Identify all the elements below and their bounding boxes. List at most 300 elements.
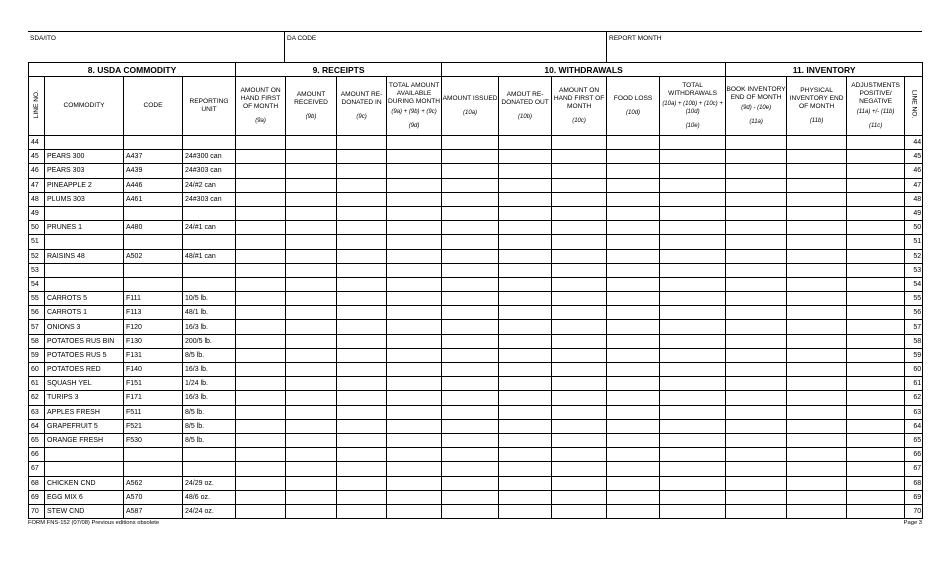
sda-ito-field[interactable] <box>28 32 285 63</box>
unit-cell[interactable]: 10/5 lb. <box>183 292 236 306</box>
amount-cell-11b[interactable] <box>787 235 847 249</box>
code-cell[interactable]: F171 <box>124 391 183 405</box>
code-cell[interactable]: A461 <box>124 192 183 206</box>
amount-cell-10e[interactable] <box>660 320 726 334</box>
amount-cell-9d[interactable] <box>387 490 442 504</box>
amount-cell-11c[interactable] <box>847 405 905 419</box>
amount-cell-11a[interactable] <box>726 292 787 306</box>
amount-cell-11b[interactable] <box>787 419 847 433</box>
code-cell[interactable]: F140 <box>124 363 183 377</box>
amount-cell-10a[interactable] <box>442 136 499 150</box>
amount-cell-10d[interactable] <box>607 433 660 447</box>
unit-cell[interactable] <box>183 277 236 291</box>
amount-cell-9b[interactable] <box>286 235 337 249</box>
amount-cell-10e[interactable] <box>660 405 726 419</box>
amount-cell-9a[interactable] <box>236 263 286 277</box>
amount-cell-10a[interactable] <box>442 377 499 391</box>
commodity-cell[interactable]: POTATOES RUS BIN <box>45 334 124 348</box>
amount-cell-11c[interactable] <box>847 306 905 320</box>
amount-cell-11b[interactable] <box>787 136 847 150</box>
amount-cell-10c[interactable] <box>552 448 607 462</box>
amount-cell-11c[interactable] <box>847 334 905 348</box>
amount-cell-9b[interactable] <box>286 306 337 320</box>
amount-cell-9d[interactable] <box>387 150 442 164</box>
amount-cell-9b[interactable] <box>286 178 337 192</box>
amount-cell-10b[interactable] <box>499 306 552 320</box>
amount-cell-10e[interactable] <box>660 334 726 348</box>
amount-cell-10a[interactable] <box>442 334 499 348</box>
amount-cell-11a[interactable] <box>726 405 787 419</box>
amount-cell-11a[interactable] <box>726 150 787 164</box>
amount-cell-9a[interactable] <box>236 292 286 306</box>
amount-cell-9b[interactable] <box>286 419 337 433</box>
commodity-cell[interactable] <box>45 448 124 462</box>
amount-cell-9b[interactable] <box>286 377 337 391</box>
amount-cell-10e[interactable] <box>660 391 726 405</box>
amount-cell-11c[interactable] <box>847 391 905 405</box>
amount-cell-11c[interactable] <box>847 235 905 249</box>
code-cell[interactable] <box>124 277 183 291</box>
code-cell[interactable]: A562 <box>124 476 183 490</box>
amount-cell-9b[interactable] <box>286 206 337 220</box>
amount-cell-11c[interactable] <box>847 206 905 220</box>
amount-cell-9b[interactable] <box>286 363 337 377</box>
amount-cell-11c[interactable] <box>847 221 905 235</box>
amount-cell-9c[interactable] <box>337 462 387 476</box>
code-cell[interactable] <box>124 235 183 249</box>
amount-cell-10a[interactable] <box>442 164 499 178</box>
amount-cell-10e[interactable] <box>660 490 726 504</box>
amount-cell-10b[interactable] <box>499 292 552 306</box>
amount-cell-11a[interactable] <box>726 235 787 249</box>
amount-cell-10c[interactable] <box>552 419 607 433</box>
amount-cell-11a[interactable] <box>726 363 787 377</box>
amount-cell-9c[interactable] <box>337 164 387 178</box>
amount-cell-9b[interactable] <box>286 164 337 178</box>
amount-cell-9d[interactable] <box>387 448 442 462</box>
amount-cell-10b[interactable] <box>499 348 552 362</box>
unit-cell[interactable]: 8/5 lb. <box>183 405 236 419</box>
amount-cell-10a[interactable] <box>442 150 499 164</box>
unit-cell[interactable] <box>183 263 236 277</box>
amount-cell-10d[interactable] <box>607 490 660 504</box>
amount-cell-10d[interactable] <box>607 448 660 462</box>
amount-cell-9b[interactable] <box>286 277 337 291</box>
amount-cell-10e[interactable] <box>660 192 726 206</box>
amount-cell-10b[interactable] <box>499 221 552 235</box>
amount-cell-10d[interactable] <box>607 164 660 178</box>
amount-cell-10c[interactable] <box>552 292 607 306</box>
commodity-cell[interactable] <box>45 136 124 150</box>
amount-cell-9c[interactable] <box>337 405 387 419</box>
amount-cell-11c[interactable] <box>847 178 905 192</box>
amount-cell-11a[interactable] <box>726 249 787 263</box>
amount-cell-9a[interactable] <box>236 419 286 433</box>
amount-cell-11a[interactable] <box>726 164 787 178</box>
amount-cell-11b[interactable] <box>787 249 847 263</box>
amount-cell-10a[interactable] <box>442 306 499 320</box>
amount-cell-11b[interactable] <box>787 476 847 490</box>
amount-cell-11b[interactable] <box>787 391 847 405</box>
unit-cell[interactable]: 16/3 lb. <box>183 363 236 377</box>
code-cell[interactable]: A480 <box>124 221 183 235</box>
amount-cell-9a[interactable] <box>236 405 286 419</box>
code-cell[interactable]: F111 <box>124 292 183 306</box>
amount-cell-11c[interactable] <box>847 150 905 164</box>
amount-cell-9c[interactable] <box>337 235 387 249</box>
amount-cell-9a[interactable] <box>236 490 286 504</box>
amount-cell-9a[interactable] <box>236 504 286 518</box>
amount-cell-10b[interactable] <box>499 504 552 518</box>
amount-cell-9a[interactable] <box>236 448 286 462</box>
amount-cell-10c[interactable] <box>552 277 607 291</box>
amount-cell-9a[interactable] <box>236 178 286 192</box>
amount-cell-10c[interactable] <box>552 391 607 405</box>
commodity-cell[interactable]: PEARS 303 <box>45 164 124 178</box>
amount-cell-10d[interactable] <box>607 192 660 206</box>
amount-cell-9a[interactable] <box>236 150 286 164</box>
amount-cell-11b[interactable] <box>787 462 847 476</box>
amount-cell-10b[interactable] <box>499 448 552 462</box>
amount-cell-10c[interactable] <box>552 178 607 192</box>
amount-cell-9c[interactable] <box>337 150 387 164</box>
amount-cell-10b[interactable] <box>499 462 552 476</box>
commodity-cell[interactable]: PLUMS 303 <box>45 192 124 206</box>
amount-cell-10a[interactable] <box>442 206 499 220</box>
amount-cell-10d[interactable] <box>607 235 660 249</box>
amount-cell-10c[interactable] <box>552 504 607 518</box>
amount-cell-10a[interactable] <box>442 263 499 277</box>
amount-cell-10a[interactable] <box>442 419 499 433</box>
amount-cell-10c[interactable] <box>552 150 607 164</box>
amount-cell-10b[interactable] <box>499 192 552 206</box>
amount-cell-10d[interactable] <box>607 320 660 334</box>
amount-cell-10e[interactable] <box>660 476 726 490</box>
amount-cell-10d[interactable] <box>607 178 660 192</box>
amount-cell-11c[interactable] <box>847 490 905 504</box>
amount-cell-11b[interactable] <box>787 448 847 462</box>
report-month-field[interactable] <box>607 32 922 63</box>
commodity-cell[interactable]: SQUASH YEL <box>45 377 124 391</box>
amount-cell-10b[interactable] <box>499 263 552 277</box>
amount-cell-9a[interactable] <box>236 320 286 334</box>
amount-cell-9a[interactable] <box>236 377 286 391</box>
amount-cell-10b[interactable] <box>499 391 552 405</box>
amount-cell-10e[interactable] <box>660 164 726 178</box>
amount-cell-9c[interactable] <box>337 136 387 150</box>
amount-cell-11a[interactable] <box>726 192 787 206</box>
amount-cell-10e[interactable] <box>660 433 726 447</box>
amount-cell-9c[interactable] <box>337 363 387 377</box>
commodity-cell[interactable]: RAISINS 48 <box>45 249 124 263</box>
amount-cell-9c[interactable] <box>337 391 387 405</box>
code-cell[interactable]: F151 <box>124 377 183 391</box>
amount-cell-10c[interactable] <box>552 136 607 150</box>
amount-cell-10b[interactable] <box>499 433 552 447</box>
amount-cell-9a[interactable] <box>236 306 286 320</box>
amount-cell-10e[interactable] <box>660 249 726 263</box>
amount-cell-11c[interactable] <box>847 462 905 476</box>
amount-cell-11a[interactable] <box>726 490 787 504</box>
amount-cell-10c[interactable] <box>552 320 607 334</box>
amount-cell-11c[interactable] <box>847 192 905 206</box>
amount-cell-11c[interactable] <box>847 433 905 447</box>
unit-cell[interactable] <box>183 235 236 249</box>
amount-cell-9a[interactable] <box>236 235 286 249</box>
amount-cell-10b[interactable] <box>499 363 552 377</box>
amount-cell-10d[interactable] <box>607 504 660 518</box>
amount-cell-10b[interactable] <box>499 136 552 150</box>
unit-cell[interactable]: 1/24 lb. <box>183 377 236 391</box>
commodity-cell[interactable]: ONIONS 3 <box>45 320 124 334</box>
amount-cell-11c[interactable] <box>847 377 905 391</box>
unit-cell[interactable]: 16/3 lb. <box>183 391 236 405</box>
amount-cell-11c[interactable] <box>847 504 905 518</box>
amount-cell-10c[interactable] <box>552 348 607 362</box>
unit-cell[interactable] <box>183 448 236 462</box>
amount-cell-9a[interactable] <box>236 348 286 362</box>
amount-cell-9c[interactable] <box>337 306 387 320</box>
amount-cell-10c[interactable] <box>552 490 607 504</box>
amount-cell-10a[interactable] <box>442 504 499 518</box>
commodity-cell[interactable]: PEARS 300 <box>45 150 124 164</box>
amount-cell-10b[interactable] <box>499 490 552 504</box>
amount-cell-10c[interactable] <box>552 363 607 377</box>
amount-cell-9b[interactable] <box>286 136 337 150</box>
amount-cell-11c[interactable] <box>847 292 905 306</box>
amount-cell-11c[interactable] <box>847 277 905 291</box>
amount-cell-10e[interactable] <box>660 221 726 235</box>
unit-cell[interactable]: 24#300 can <box>183 150 236 164</box>
amount-cell-9d[interactable] <box>387 221 442 235</box>
amount-cell-9b[interactable] <box>286 448 337 462</box>
amount-cell-10e[interactable] <box>660 277 726 291</box>
amount-cell-10e[interactable] <box>660 377 726 391</box>
commodity-cell[interactable]: STEW CND <box>45 504 124 518</box>
amount-cell-9d[interactable] <box>387 462 442 476</box>
amount-cell-11a[interactable] <box>726 334 787 348</box>
unit-cell[interactable]: 24/29 oz. <box>183 476 236 490</box>
amount-cell-11b[interactable] <box>787 490 847 504</box>
unit-cell[interactable]: 24/#1 can <box>183 221 236 235</box>
amount-cell-9b[interactable] <box>286 405 337 419</box>
amount-cell-11c[interactable] <box>847 263 905 277</box>
amount-cell-10b[interactable] <box>499 277 552 291</box>
amount-cell-11a[interactable] <box>726 504 787 518</box>
amount-cell-9c[interactable] <box>337 476 387 490</box>
amount-cell-10d[interactable] <box>607 292 660 306</box>
unit-cell[interactable] <box>183 136 236 150</box>
amount-cell-11a[interactable] <box>726 419 787 433</box>
amount-cell-10c[interactable] <box>552 462 607 476</box>
amount-cell-11a[interactable] <box>726 206 787 220</box>
amount-cell-11b[interactable] <box>787 206 847 220</box>
amount-cell-11a[interactable] <box>726 263 787 277</box>
unit-cell[interactable]: 16/3 lb. <box>183 320 236 334</box>
amount-cell-10b[interactable] <box>499 249 552 263</box>
amount-cell-11b[interactable] <box>787 504 847 518</box>
amount-cell-9a[interactable] <box>236 391 286 405</box>
amount-cell-11a[interactable] <box>726 306 787 320</box>
amount-cell-9a[interactable] <box>236 192 286 206</box>
amount-cell-10b[interactable] <box>499 334 552 348</box>
amount-cell-9d[interactable] <box>387 263 442 277</box>
amount-cell-10b[interactable] <box>499 476 552 490</box>
amount-cell-9c[interactable] <box>337 221 387 235</box>
amount-cell-9c[interactable] <box>337 334 387 348</box>
amount-cell-11b[interactable] <box>787 433 847 447</box>
amount-cell-10e[interactable] <box>660 150 726 164</box>
commodity-cell[interactable] <box>45 277 124 291</box>
amount-cell-11a[interactable] <box>726 462 787 476</box>
amount-cell-10a[interactable] <box>442 348 499 362</box>
amount-cell-9c[interactable] <box>337 433 387 447</box>
amount-cell-10e[interactable] <box>660 235 726 249</box>
amount-cell-10b[interactable] <box>499 164 552 178</box>
amount-cell-9a[interactable] <box>236 476 286 490</box>
amount-cell-9a[interactable] <box>236 277 286 291</box>
amount-cell-11b[interactable] <box>787 221 847 235</box>
amount-cell-9c[interactable] <box>337 320 387 334</box>
code-cell[interactable]: F511 <box>124 405 183 419</box>
amount-cell-10a[interactable] <box>442 221 499 235</box>
commodity-cell[interactable] <box>45 206 124 220</box>
code-cell[interactable]: A446 <box>124 178 183 192</box>
amount-cell-11b[interactable] <box>787 363 847 377</box>
amount-cell-10d[interactable] <box>607 263 660 277</box>
amount-cell-11a[interactable] <box>726 377 787 391</box>
code-cell[interactable]: F131 <box>124 348 183 362</box>
amount-cell-9d[interactable] <box>387 192 442 206</box>
amount-cell-11a[interactable] <box>726 348 787 362</box>
amount-cell-11a[interactable] <box>726 448 787 462</box>
amount-cell-11b[interactable] <box>787 277 847 291</box>
amount-cell-9d[interactable] <box>387 206 442 220</box>
amount-cell-10d[interactable] <box>607 377 660 391</box>
amount-cell-10c[interactable] <box>552 334 607 348</box>
amount-cell-9b[interactable] <box>286 263 337 277</box>
amount-cell-10a[interactable] <box>442 405 499 419</box>
amount-cell-10c[interactable] <box>552 206 607 220</box>
amount-cell-11c[interactable] <box>847 476 905 490</box>
amount-cell-9b[interactable] <box>286 433 337 447</box>
code-cell[interactable] <box>124 263 183 277</box>
amount-cell-11b[interactable] <box>787 178 847 192</box>
amount-cell-10d[interactable] <box>607 306 660 320</box>
amount-cell-9d[interactable] <box>387 306 442 320</box>
amount-cell-9d[interactable] <box>387 363 442 377</box>
amount-cell-9b[interactable] <box>286 476 337 490</box>
code-cell[interactable]: F130 <box>124 334 183 348</box>
amount-cell-10e[interactable] <box>660 419 726 433</box>
unit-cell[interactable]: 48/1 lb. <box>183 306 236 320</box>
amount-cell-11a[interactable] <box>726 320 787 334</box>
amount-cell-10a[interactable] <box>442 462 499 476</box>
amount-cell-11b[interactable] <box>787 150 847 164</box>
code-cell[interactable] <box>124 448 183 462</box>
amount-cell-10c[interactable] <box>552 221 607 235</box>
amount-cell-11c[interactable] <box>847 448 905 462</box>
amount-cell-11b[interactable] <box>787 192 847 206</box>
commodity-cell[interactable]: GRAPEFRUIT 5 <box>45 419 124 433</box>
amount-cell-10c[interactable] <box>552 164 607 178</box>
amount-cell-10d[interactable] <box>607 462 660 476</box>
code-cell[interactable]: F113 <box>124 306 183 320</box>
amount-cell-10a[interactable] <box>442 448 499 462</box>
code-cell[interactable]: A502 <box>124 249 183 263</box>
amount-cell-9c[interactable] <box>337 377 387 391</box>
amount-cell-10e[interactable] <box>660 178 726 192</box>
amount-cell-10e[interactable] <box>660 263 726 277</box>
commodity-cell[interactable] <box>45 235 124 249</box>
amount-cell-10d[interactable] <box>607 277 660 291</box>
amount-cell-11a[interactable] <box>726 277 787 291</box>
amount-cell-11b[interactable] <box>787 334 847 348</box>
amount-cell-11b[interactable] <box>787 348 847 362</box>
amount-cell-9a[interactable] <box>236 206 286 220</box>
unit-cell[interactable]: 48/#1 can <box>183 249 236 263</box>
amount-cell-10b[interactable] <box>499 419 552 433</box>
amount-cell-9c[interactable] <box>337 504 387 518</box>
amount-cell-10e[interactable] <box>660 504 726 518</box>
amount-cell-9b[interactable] <box>286 192 337 206</box>
amount-cell-10e[interactable] <box>660 462 726 476</box>
amount-cell-10b[interactable] <box>499 150 552 164</box>
amount-cell-10e[interactable] <box>660 136 726 150</box>
amount-cell-9d[interactable] <box>387 277 442 291</box>
unit-cell[interactable]: 8/5 lb. <box>183 433 236 447</box>
amount-cell-9d[interactable] <box>387 136 442 150</box>
code-cell[interactable]: F530 <box>124 433 183 447</box>
amount-cell-9d[interactable] <box>387 391 442 405</box>
amount-cell-9c[interactable] <box>337 263 387 277</box>
amount-cell-9a[interactable] <box>236 334 286 348</box>
amount-cell-9b[interactable] <box>286 490 337 504</box>
amount-cell-9b[interactable] <box>286 320 337 334</box>
amount-cell-9a[interactable] <box>236 433 286 447</box>
amount-cell-11c[interactable] <box>847 249 905 263</box>
amount-cell-11a[interactable] <box>726 476 787 490</box>
amount-cell-11b[interactable] <box>787 164 847 178</box>
amount-cell-9d[interactable] <box>387 476 442 490</box>
amount-cell-10e[interactable] <box>660 206 726 220</box>
unit-cell[interactable]: 24#303 can <box>183 164 236 178</box>
amount-cell-11a[interactable] <box>726 391 787 405</box>
amount-cell-10a[interactable] <box>442 292 499 306</box>
code-cell[interactable]: A439 <box>124 164 183 178</box>
commodity-cell[interactable] <box>45 263 124 277</box>
amount-cell-9d[interactable] <box>387 377 442 391</box>
amount-cell-11c[interactable] <box>847 164 905 178</box>
amount-cell-10b[interactable] <box>499 377 552 391</box>
amount-cell-10a[interactable] <box>442 320 499 334</box>
amount-cell-9d[interactable] <box>387 334 442 348</box>
unit-cell[interactable]: 24/#2 can <box>183 178 236 192</box>
amount-cell-10c[interactable] <box>552 405 607 419</box>
amount-cell-10c[interactable] <box>552 235 607 249</box>
amount-cell-9a[interactable] <box>236 221 286 235</box>
amount-cell-10a[interactable] <box>442 433 499 447</box>
amount-cell-10d[interactable] <box>607 391 660 405</box>
amount-cell-9a[interactable] <box>236 136 286 150</box>
unit-cell[interactable]: 24/24 oz. <box>183 504 236 518</box>
amount-cell-10a[interactable] <box>442 192 499 206</box>
amount-cell-9d[interactable] <box>387 249 442 263</box>
amount-cell-9d[interactable] <box>387 348 442 362</box>
code-cell[interactable]: A587 <box>124 504 183 518</box>
amount-cell-11c[interactable] <box>847 136 905 150</box>
amount-cell-10a[interactable] <box>442 476 499 490</box>
